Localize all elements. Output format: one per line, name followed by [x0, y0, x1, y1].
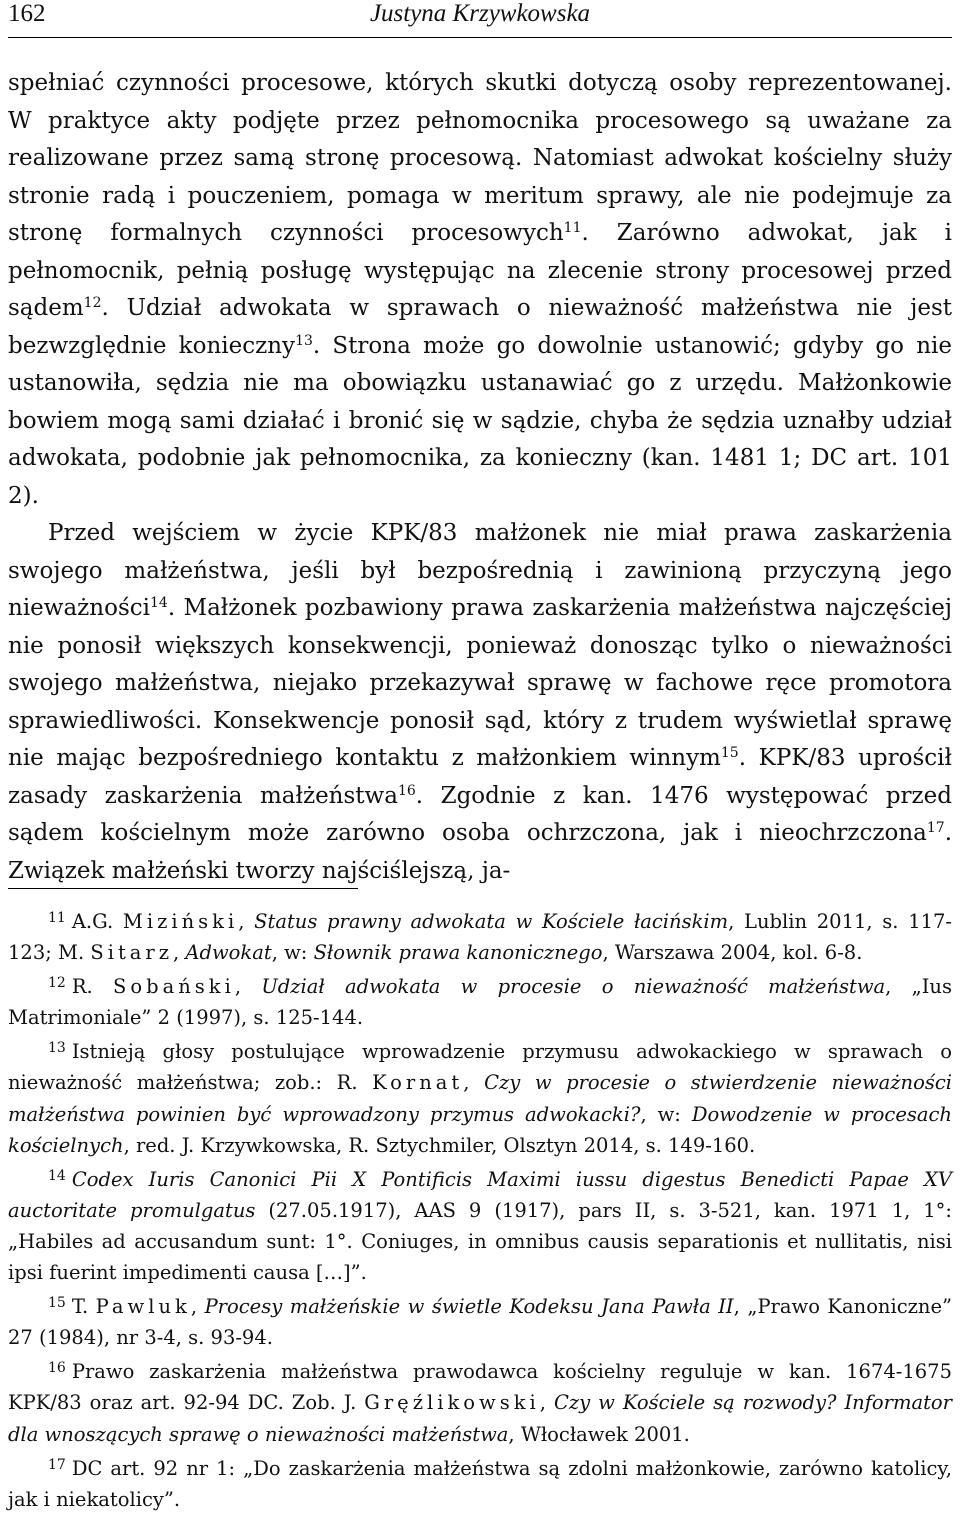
footnote-12: [8, 968, 952, 1033]
work-title: Procesy małżeńskie w świetle Kodeksu Jana Pawła II: [204, 1295, 734, 1319]
text-run: T.: [71, 1295, 96, 1319]
text-run: ,: [539, 1391, 554, 1415]
text-run: , „Ius Matrimoniale” 2 (1997), s. 125-144.: [8, 975, 952, 1030]
text-run: ,: [234, 975, 262, 999]
text-run: . Związek małżeński tworzy najściślejszą, ja-: [8, 820, 952, 884]
text-run: Istnieją głosy postulujące wprowadzenie przymusu adwokackiego w sprawach o nieważność małżeństwa; zob.: R.: [8, 1040, 952, 1095]
text-run: Przed wejściem w życie KPK/83 małżonek nie miał prawa zaskarżenia swojego małżeństwa, jeśli był bezpośrednią i zawinioną przyczyną jego nieważności: [8, 520, 952, 621]
text-run: A.G.: [71, 910, 123, 933]
footnote-number: 13: [48, 1040, 66, 1057]
work-title: Czy w procesie o stwierdzenie nieważności małżeństwa powinien być wprowadzony przymus adwokacki?: [8, 1071, 953, 1126]
footnote-15: [8, 1288, 952, 1353]
text-run: , w:: [640, 1102, 692, 1126]
text-run: . Małżonek pozbawiony prawa zaskarżenia małżeństwa najczęściej nie ponosił większych konsekwencji, ponieważ donosząc tylko o nieważności swojego małżeństwa, niejako przekazywał sprawę w fachowe ręce promotora sprawiedliwości. Konsekwencje ponosił sąd, który z trudem wyświetlał sprawę nie mając bezpośredniego kontaktu z małżonkiem winnym: [8, 595, 952, 771]
header-rule: [8, 37, 952, 38]
footnote-number: 14: [48, 1167, 66, 1184]
author-name: Sobański: [113, 975, 235, 999]
work-title: Czy w Kościele są rozwody? Informator dla wnoszących sprawę o nieważności małżeństwa: [8, 1391, 952, 1446]
author-name: Sitarz: [90, 941, 174, 965]
work-title: Codex Iuris Canonici Pii X Pontificis Maximi iussu digestus Benedicti Papae XV auctoritate promulgatus: [8, 1167, 952, 1222]
footnote-number: 16: [48, 1360, 66, 1377]
text-run: ,: [173, 941, 186, 965]
text-run: . Zgodnie z kan. 1476 występować przed sądem kościelnym może zarówno osoba ochrzczona, jak i nieochrzczona: [8, 782, 953, 846]
work-title: Dowodzenie w procesach kościelnych: [8, 1102, 952, 1157]
work-title: Udział adwokata w procesie o nieważność małżeństwa: [261, 975, 886, 999]
footnote-17: [8, 1450, 952, 1515]
footnote-ref: 16: [397, 782, 416, 799]
page-number: 162: [8, 0, 46, 27]
footnote-ref: 15: [720, 745, 739, 761]
footnote-ref: 12: [83, 295, 102, 311]
footnote-16: [8, 1353, 952, 1449]
text-run: . Strona może go dowolnie ustanowić; gdyby go nie ustanowiła, sędzia nie ma obowiązku ustanawiać go z urzędu. Małżonkowie bowiem mogą sami działać i bronić się w sądzie, chyba że sędzia uznałby udział adwokata, podobnie jak pełnomocnika, za konieczny (kan. 1481 1; DC art. 101 2).: [8, 332, 952, 509]
main-text: [8, 65, 952, 890]
text-run: DC art. 92 nr 1: „Do zaskarżenia małżeństwa są zdolni małżonkowie, zarówno katolicy, jak i niekatolicy”.: [8, 1456, 952, 1511]
footnote-number: 11: [48, 910, 66, 926]
author-name: Kornat: [372, 1071, 464, 1095]
footnote-number: 15: [48, 1295, 66, 1312]
text-run: ,: [463, 1071, 485, 1095]
work-title: Adwokat: [185, 941, 272, 965]
footnote-ref: 11: [563, 220, 582, 236]
text-run: . KPK/83 uprościł zasady zaskarżenia małżeństwa: [8, 745, 952, 809]
paragraph-2: [8, 515, 952, 890]
footnote-11: [8, 903, 952, 968]
footnote-13: [8, 1033, 952, 1160]
text-run: , Warszawa 2004, kol. 6-8.: [602, 941, 863, 965]
text-run: ,: [190, 1295, 205, 1319]
work-title: Słownik prawa kanonicznego: [313, 941, 603, 965]
text-run: , „Prawo Kanoniczne” 27 (1984), nr 3-4, s. 93-94.: [8, 1295, 952, 1350]
text-run: . Zarówno adwokat, jak i pełnomocnik, pełnią posługę występując na zlecenie strony procesowej przed sądem: [8, 220, 952, 321]
page-header: [0, 0, 960, 46]
footnote-ref: 17: [926, 820, 945, 836]
text-run: , w:: [271, 941, 314, 965]
text-run: (27.05.1917), AAS 9 (1917), pars II, s. 3-521, kan. 1971 1, 1°: „Habiles ad accusandum sunt: 1°. Coniuges, in omnibus causis separationis et nullitatis, nisi ipsi fuerint impedimenti causa […]”.: [8, 1198, 952, 1285]
author-name: Pawluk: [95, 1295, 191, 1319]
text-run: ,: [238, 910, 255, 933]
work-title: Status prawny adwokata w Kościele łacińskim: [254, 910, 729, 933]
text-run: . Udział adwokata w sprawach o nieważność małżeństwa nie jest bezwzględnie konieczny: [8, 295, 952, 359]
footnote-number: 17: [48, 1456, 66, 1473]
author-name: Miziński: [122, 910, 239, 933]
footnotes: [8, 903, 952, 1515]
text-run: , red. J. Krzywkowska, R. Sztychmiler, Olsztyn 2014, s. 149-160.: [123, 1133, 756, 1157]
paragraph-1: [8, 65, 952, 515]
text-run: Prawo zaskarżenia małżeństwa prawodawca kościelny reguluje w kan. 1674-1675 KPK/83 oraz art. 92-94 DC. Zob. J.: [8, 1360, 952, 1415]
text-run: spełniać czynności procesowe, których skutki dotyczą osoby reprezentowanej. W praktyce akty podjęte przez pełnomocnika procesowego są uważane za realizowane przez samą stronę procesową. Natomiast adwokat kościelny służy stronie radą i pouczeniem, pomaga w meritum sprawy, ale nie podejmuje za stronę formalnych czynności procesowych: [8, 70, 952, 246]
text-run: , Włocławek 2001.: [508, 1422, 690, 1446]
running-head: Justyna Krzywkowska: [369, 0, 591, 27]
text-run: R.: [71, 975, 113, 999]
footnote-ref: 13: [295, 332, 313, 349]
footnote-ref: 14: [150, 595, 168, 611]
text-run: , Lublin 2011, s. 117-123; M.: [8, 910, 952, 965]
footnote-number: 12: [48, 975, 66, 992]
footnote-14: [8, 1161, 952, 1288]
author-name: Gręźlikowski: [364, 1391, 540, 1415]
footnote-rule: [8, 888, 358, 889]
